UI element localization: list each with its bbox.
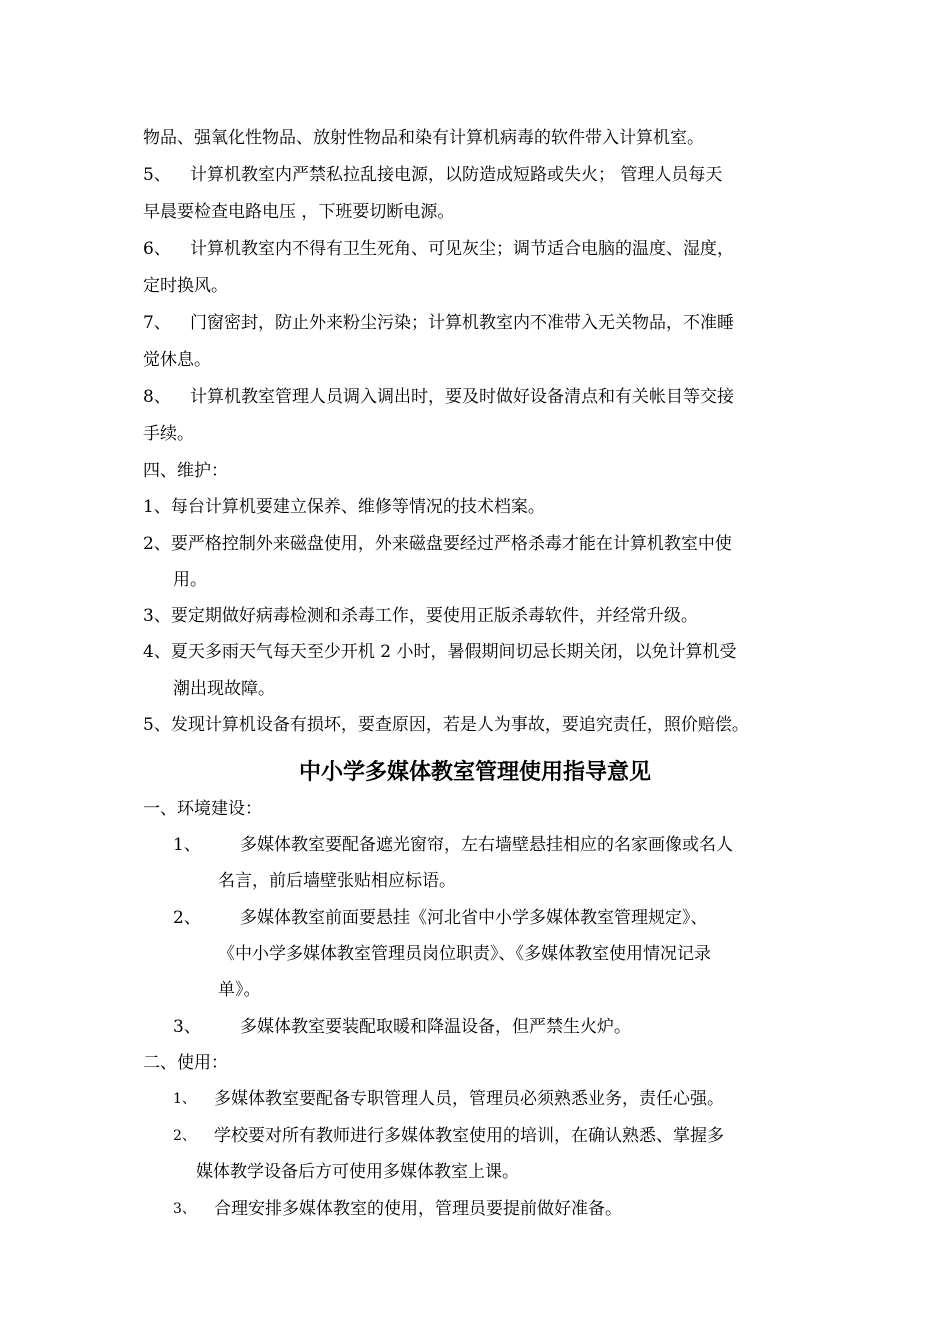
env-item-2: 多媒体教室前面要悬挂《河北省中小学多媒体教室管理规定》、 <box>240 908 708 928</box>
item-7-text: 门窗密封，防止外来粉尘污染；计算机教室内不准带入无关物品，不准睡 <box>190 313 734 333</box>
section-heading-usage: 二、使用： <box>143 1053 228 1073</box>
item-8-text-cont: 手续。 <box>143 424 194 444</box>
env-item-2-cont2: 单》。 <box>218 980 261 1000</box>
item-number: 2、 <box>173 1128 196 1144</box>
maintenance-item-5: 5、发现计算机设备有损坏，要查原因，若是人为事故，要追究责任，照价赔偿。 <box>143 715 749 735</box>
maintenance-item-2-cont: 用。 <box>173 570 207 590</box>
env-item-1-cont: 名言，前后墙壁张贴相应标语。 <box>218 871 456 891</box>
maintenance-item-1: 1、每台计算机要建立保养、维修等情况的技术档案。 <box>143 497 545 517</box>
item-number: 2、 <box>173 908 201 928</box>
item-number: 3、 <box>173 1017 201 1037</box>
maintenance-item-4: 4、夏天多雨天气每天至少开机 2 小时，暑假期间切忌长期关闭，以免计算机受 <box>143 642 737 662</box>
item-7-text-cont: 觉休息。 <box>143 350 211 370</box>
item-number: 6、 <box>143 239 171 259</box>
item-number: 1、 <box>173 1091 196 1107</box>
item-number: 8、 <box>143 387 171 407</box>
usage-item-1: 多媒体教室要配备专职管理人员，管理员必须熟悉业务，责任心强。 <box>214 1089 724 1109</box>
item-number: 1、 <box>173 835 201 855</box>
item-6-text: 计算机教室内不得有卫生死角、可见灰尘；调节适合电脑的温度、湿度， <box>190 239 734 259</box>
usage-item-3: 合理安排多媒体教室的使用，管理员要提前做好准备。 <box>214 1199 622 1219</box>
paragraph-continuation: 物品、强氧化性物品、放射性物品和染有计算机病毒的软件带入计算机室。 <box>143 128 704 148</box>
section-heading-maintenance: 四、维护： <box>143 461 228 481</box>
item-number: 3、 <box>173 1201 196 1217</box>
maintenance-item-3: 3、要定期做好病毒检测和杀毒工作，要使用正版杀毒软件，并经常升级。 <box>143 606 698 626</box>
usage-item-2-cont: 媒体教学设备后方可使用多媒体教室上课。 <box>196 1162 519 1182</box>
env-item-3: 多媒体教室要装配取暖和降温设备，但严禁生火炉。 <box>240 1017 631 1037</box>
usage-item-2: 学校要对所有教师进行多媒体教室使用的培训，在确认熟悉、掌握多 <box>214 1126 724 1146</box>
item-8-text: 计算机教室管理人员调入调出时，要及时做好设备清点和有关帐目等交接 <box>190 387 734 407</box>
item-5-text: 计算机教室内严禁私拉乱接电源，以防造成短路或失火； 管理人员每天 <box>190 165 723 185</box>
item-5-text-cont: 早晨要检查电路电压 ，下班要切断电源。 <box>143 202 455 222</box>
env-item-2-cont: 《中小学多媒体教室管理员岗位职责》、《多媒体教室使用情况记录 <box>218 944 711 964</box>
item-6-text-cont: 定时换风。 <box>143 276 228 296</box>
item-number: 5、 <box>143 165 171 185</box>
section-heading-environment: 一、环境建设： <box>143 799 262 819</box>
env-item-1: 多媒体教室要配备遮光窗帘，左右墙壁悬挂相应的名家画像或名人 <box>240 835 733 855</box>
maintenance-item-4-cont: 潮出现故障。 <box>173 679 275 699</box>
maintenance-item-2: 2、要严格控制外来磁盘使用，外来磁盘要经过严格杀毒才能在计算机教室中使 <box>143 534 732 554</box>
item-number: 7、 <box>143 313 171 333</box>
page-title: 中小学多媒体教室管理使用指导意见 <box>298 759 651 785</box>
